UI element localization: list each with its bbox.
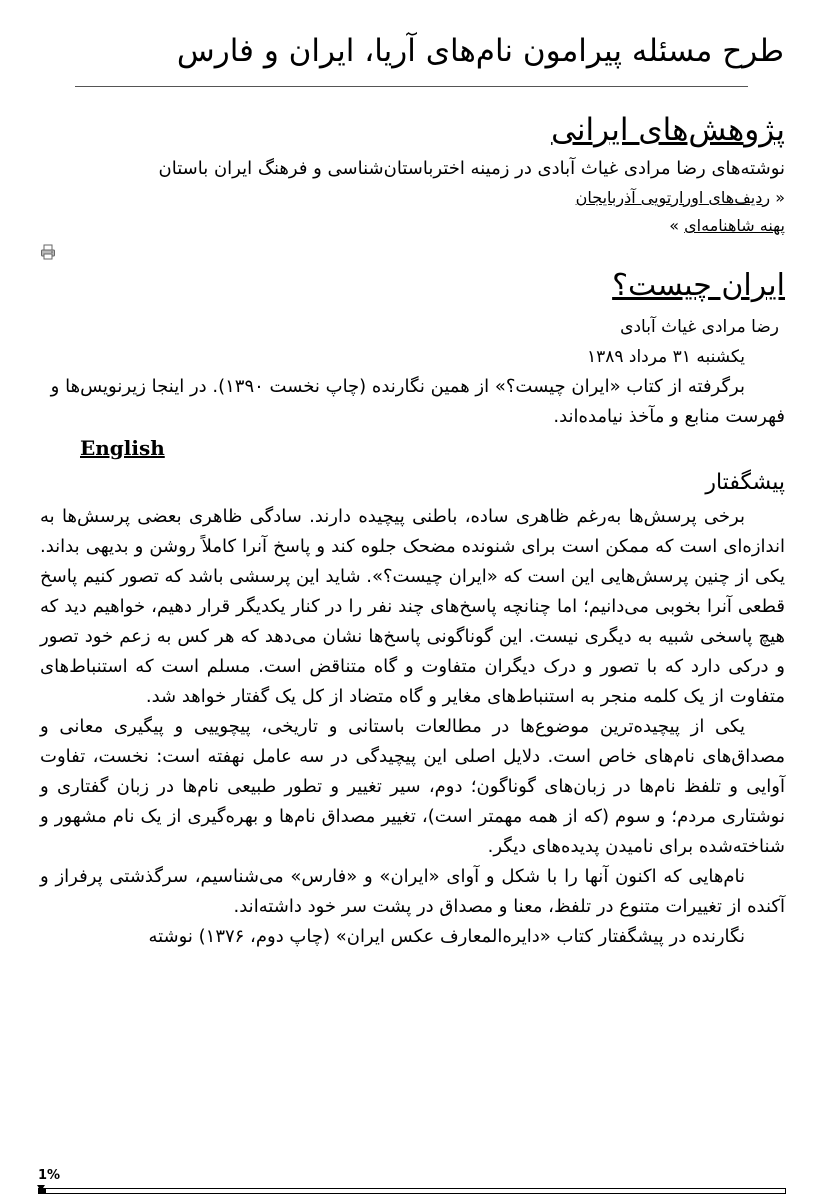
next-marker: » <box>669 216 680 235</box>
progress-percent: 1% <box>38 1168 61 1183</box>
source-note: برگرفته از کتاب «ایران چیست؟» از همین نگارنده (چاپ نخست ۱۳۹۰). در اینجا زیرنویس‌ها و فهرست منابع و مآخذ نیامده‌اند. <box>50 376 785 427</box>
next-article-link[interactable] <box>40 212 785 240</box>
printer-icon[interactable] <box>40 240 56 256</box>
article-paragraph: نام‌هایی که اکنون آنها را با شکل و آوای «ایران» و «فارس» می‌شناسیم، سرگذشتی پرفراز و آکنده از تغییرات متنوع در تلفظ، معنا و مصداق در پشت سر خود داشته‌اند. <box>40 866 785 917</box>
status-bar <box>0 1166 824 1200</box>
english-version-link[interactable]: English <box>80 436 165 460</box>
title-divider <box>75 86 748 87</box>
document-title: طرح مسئله پیرامون نام‌های آریا، ایران و فارس <box>176 33 784 69</box>
site-tagline: نوشته‌های رضا مرادی غیاث آبادی در زمینه اخترباستان‌شناسی و فرهنگ ایران باستان <box>158 158 785 179</box>
article-author: رضا مرادی غیاث آبادی <box>620 317 779 337</box>
article-title[interactable]: ایران چیست؟ <box>612 268 785 303</box>
next-article-label: پهنه شاهنامه‌ای <box>684 216 785 235</box>
section-heading: پیشگفتار <box>705 470 785 495</box>
prev-article-label: ردیف‌های اورارتویی آذربایجان <box>575 188 771 207</box>
progress-bar[interactable] <box>38 1188 786 1194</box>
main-content <box>40 110 785 952</box>
prev-marker: « <box>775 188 785 207</box>
article-date: یکشنبه ۳۱ مرداد ۱۳۸۹ <box>586 347 745 367</box>
article-paragraph: یکی از پیچیده‌ترین موضوع‌ها در مطالعات باستانی و تاریخی، پیچوییی و پیگیری معانی و مصداق‌های نام‌های خاص است. دلایل اصلی این پیچیدگی در سه عامل نهفته است: نخست، تفاوت آوایی و تلفظ نام‌ها در زبان‌های گوناگون؛ دوم، سیر تغییر و تطور طبیعی نام‌ها در زبان گفتاری و نوشتاری مردم؛ و سوم (که از همه مهمتر است)، تغییر مصداق نام‌ها و بهره‌گیری از یک نام مشهور و شناخته‌شده برای نامیدن پدیده‌های دیگر. <box>40 716 785 857</box>
progress-fill <box>39 1189 46 1193</box>
site-heading[interactable]: پژوهش‌های ایرانی <box>551 112 785 148</box>
article-paragraph: نگارنده در پیشگفتار کتاب «دایره‌المعارف عکس ایران» (چاپ دوم، ۱۳۷۶) نوشته <box>148 926 745 947</box>
article-paragraph: برخی پرسش‌ها به‌رغم ظاهری ساده، باطنی پیچیده دارند. سادگی ظاهری بعضی پرسش‌ها به اندازه‌ای است که ممکن است برای شنونده مضحک جلوه کند و پاسخ آنرا کاملاً روشن و بدیهی بداند. یکی از چنین پرسش‌هایی این است که «ایران چیست؟». شاید این پرسشی باشد که تصور کنیم پاسخ قطعی آنرا بخوبی می‌دانیم؛ اما چنانچه پاسخ‌های چند نفر را در کنار یکدیگر قرار دهیم، خواهیم دید که هیچ پاسخی شبیه به دیگری نیست. این گوناگونی پاسخ‌ها نشان می‌دهد که هر کس به زعم خود تصور و درکی دارد که با تصور و درک دیگران متفاوت و گاه متناقض است. مسلم است که استنباط‌های متفاوت از یک کلمه منجر به استنباط‌های مغایر و گاه متضاد از کل یک گفتار خواهد شد. <box>40 506 785 707</box>
prev-article-link[interactable] <box>40 184 785 212</box>
